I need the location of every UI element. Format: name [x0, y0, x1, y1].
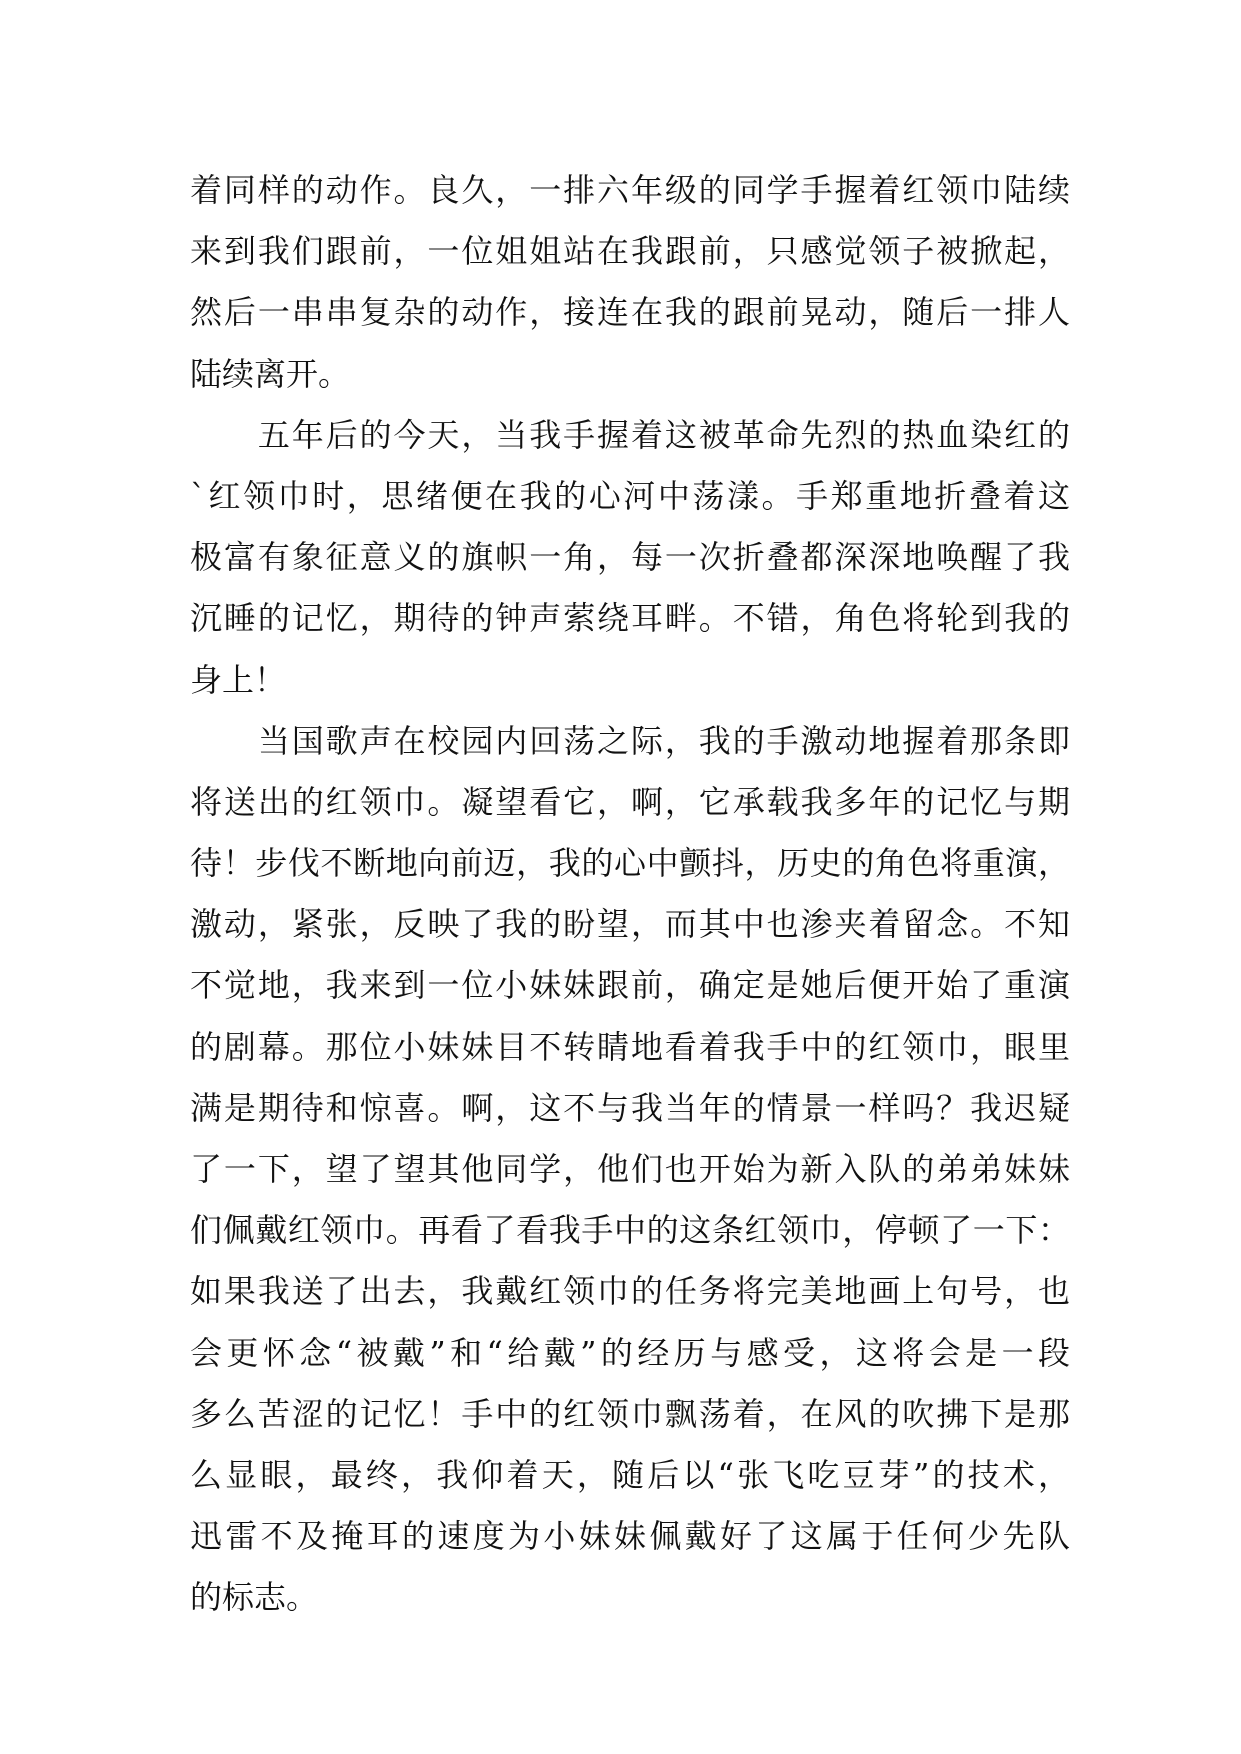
text-line: 激动，紧张，反映了我的盼望，而其中也渗夹着留念。不知 [190, 905, 1070, 944]
text-line: 当国歌声在校园内回荡之际，我的手激动地握着那条即 [190, 721, 1070, 760]
text-line: 如果我送了出去，我戴红领巾的任务将完美地画上句号，也 [190, 1272, 1070, 1311]
text-line: 极富有象征意义的旗帜一角，每一次折叠都深深地唤醒了我 [190, 538, 1070, 577]
text-line: 将送出的红领巾。凝望看它，啊，它承载我多年的记忆与期 [190, 782, 1070, 821]
text-line: 满是期待和惊喜。啊，这不与我当年的情景一样吗？我迟疑 [190, 1088, 1070, 1127]
text-line: 来到我们跟前，一位姐姐站在我跟前，只感觉领子被掀起， [190, 232, 1070, 271]
text-line: 不觉地，我来到一位小妹妹跟前，确定是她后便开始了重演 [190, 966, 1070, 1005]
paragraph-1 [190, 160, 1070, 405]
text-line: 着同样的动作。良久，一排六年级的同学手握着红领巾陆续 [190, 171, 1070, 209]
text-line: `红领巾时，思绪便在我的心河中荡漾。手郑重地折叠着这 [190, 476, 1070, 515]
text-line: 五年后的今天，当我手握着这被革命先烈的热血染红的 [190, 415, 1070, 454]
text-line: 的剧幕。那位小妹妹目不转睛地看着我手中的红领巾，眼里 [190, 1027, 1070, 1066]
body-text [190, 160, 1070, 1629]
text-line: 待！步伐不断地向前迈，我的心中颤抖，历史的角色将重演， [190, 844, 1070, 883]
text-line: 多么苦涩的记忆！手中的红领巾飘荡着，在风的吹拂下是那 [190, 1394, 1070, 1433]
text-line: 迅雷不及掩耳的速度为小妹妹佩戴好了这属于任何少先队 [190, 1517, 1070, 1556]
text-line: 了一下，望了望其他同学，他们也开始为新入队的弟弟妹妹 [190, 1150, 1070, 1188]
text-line: 们佩戴红领巾。再看了看我手中的这条红领巾，停顿了一下： [190, 1211, 1070, 1250]
text-line: 会更怀念“被戴”和“给戴”的经历与感受，这将会是一段 [190, 1333, 1070, 1372]
text-line: 然后一串串复杂的动作，接连在我的跟前晃动，随后一排人 [190, 293, 1070, 332]
paragraph-3 [190, 711, 1070, 1629]
text-line: 陆续离开。 [190, 354, 351, 393]
paragraph-2 [190, 405, 1070, 711]
text-line: 沉睡的记忆，期待的钟声萦绕耳畔。不错，角色将轮到我的 [190, 599, 1070, 638]
text-line: 身上！ [190, 660, 287, 699]
text-line: 的标志。 [190, 1578, 319, 1617]
text-line: 么显眼，最终，我仰着天，随后以“张飞吃豆芽”的技术， [190, 1455, 1070, 1494]
